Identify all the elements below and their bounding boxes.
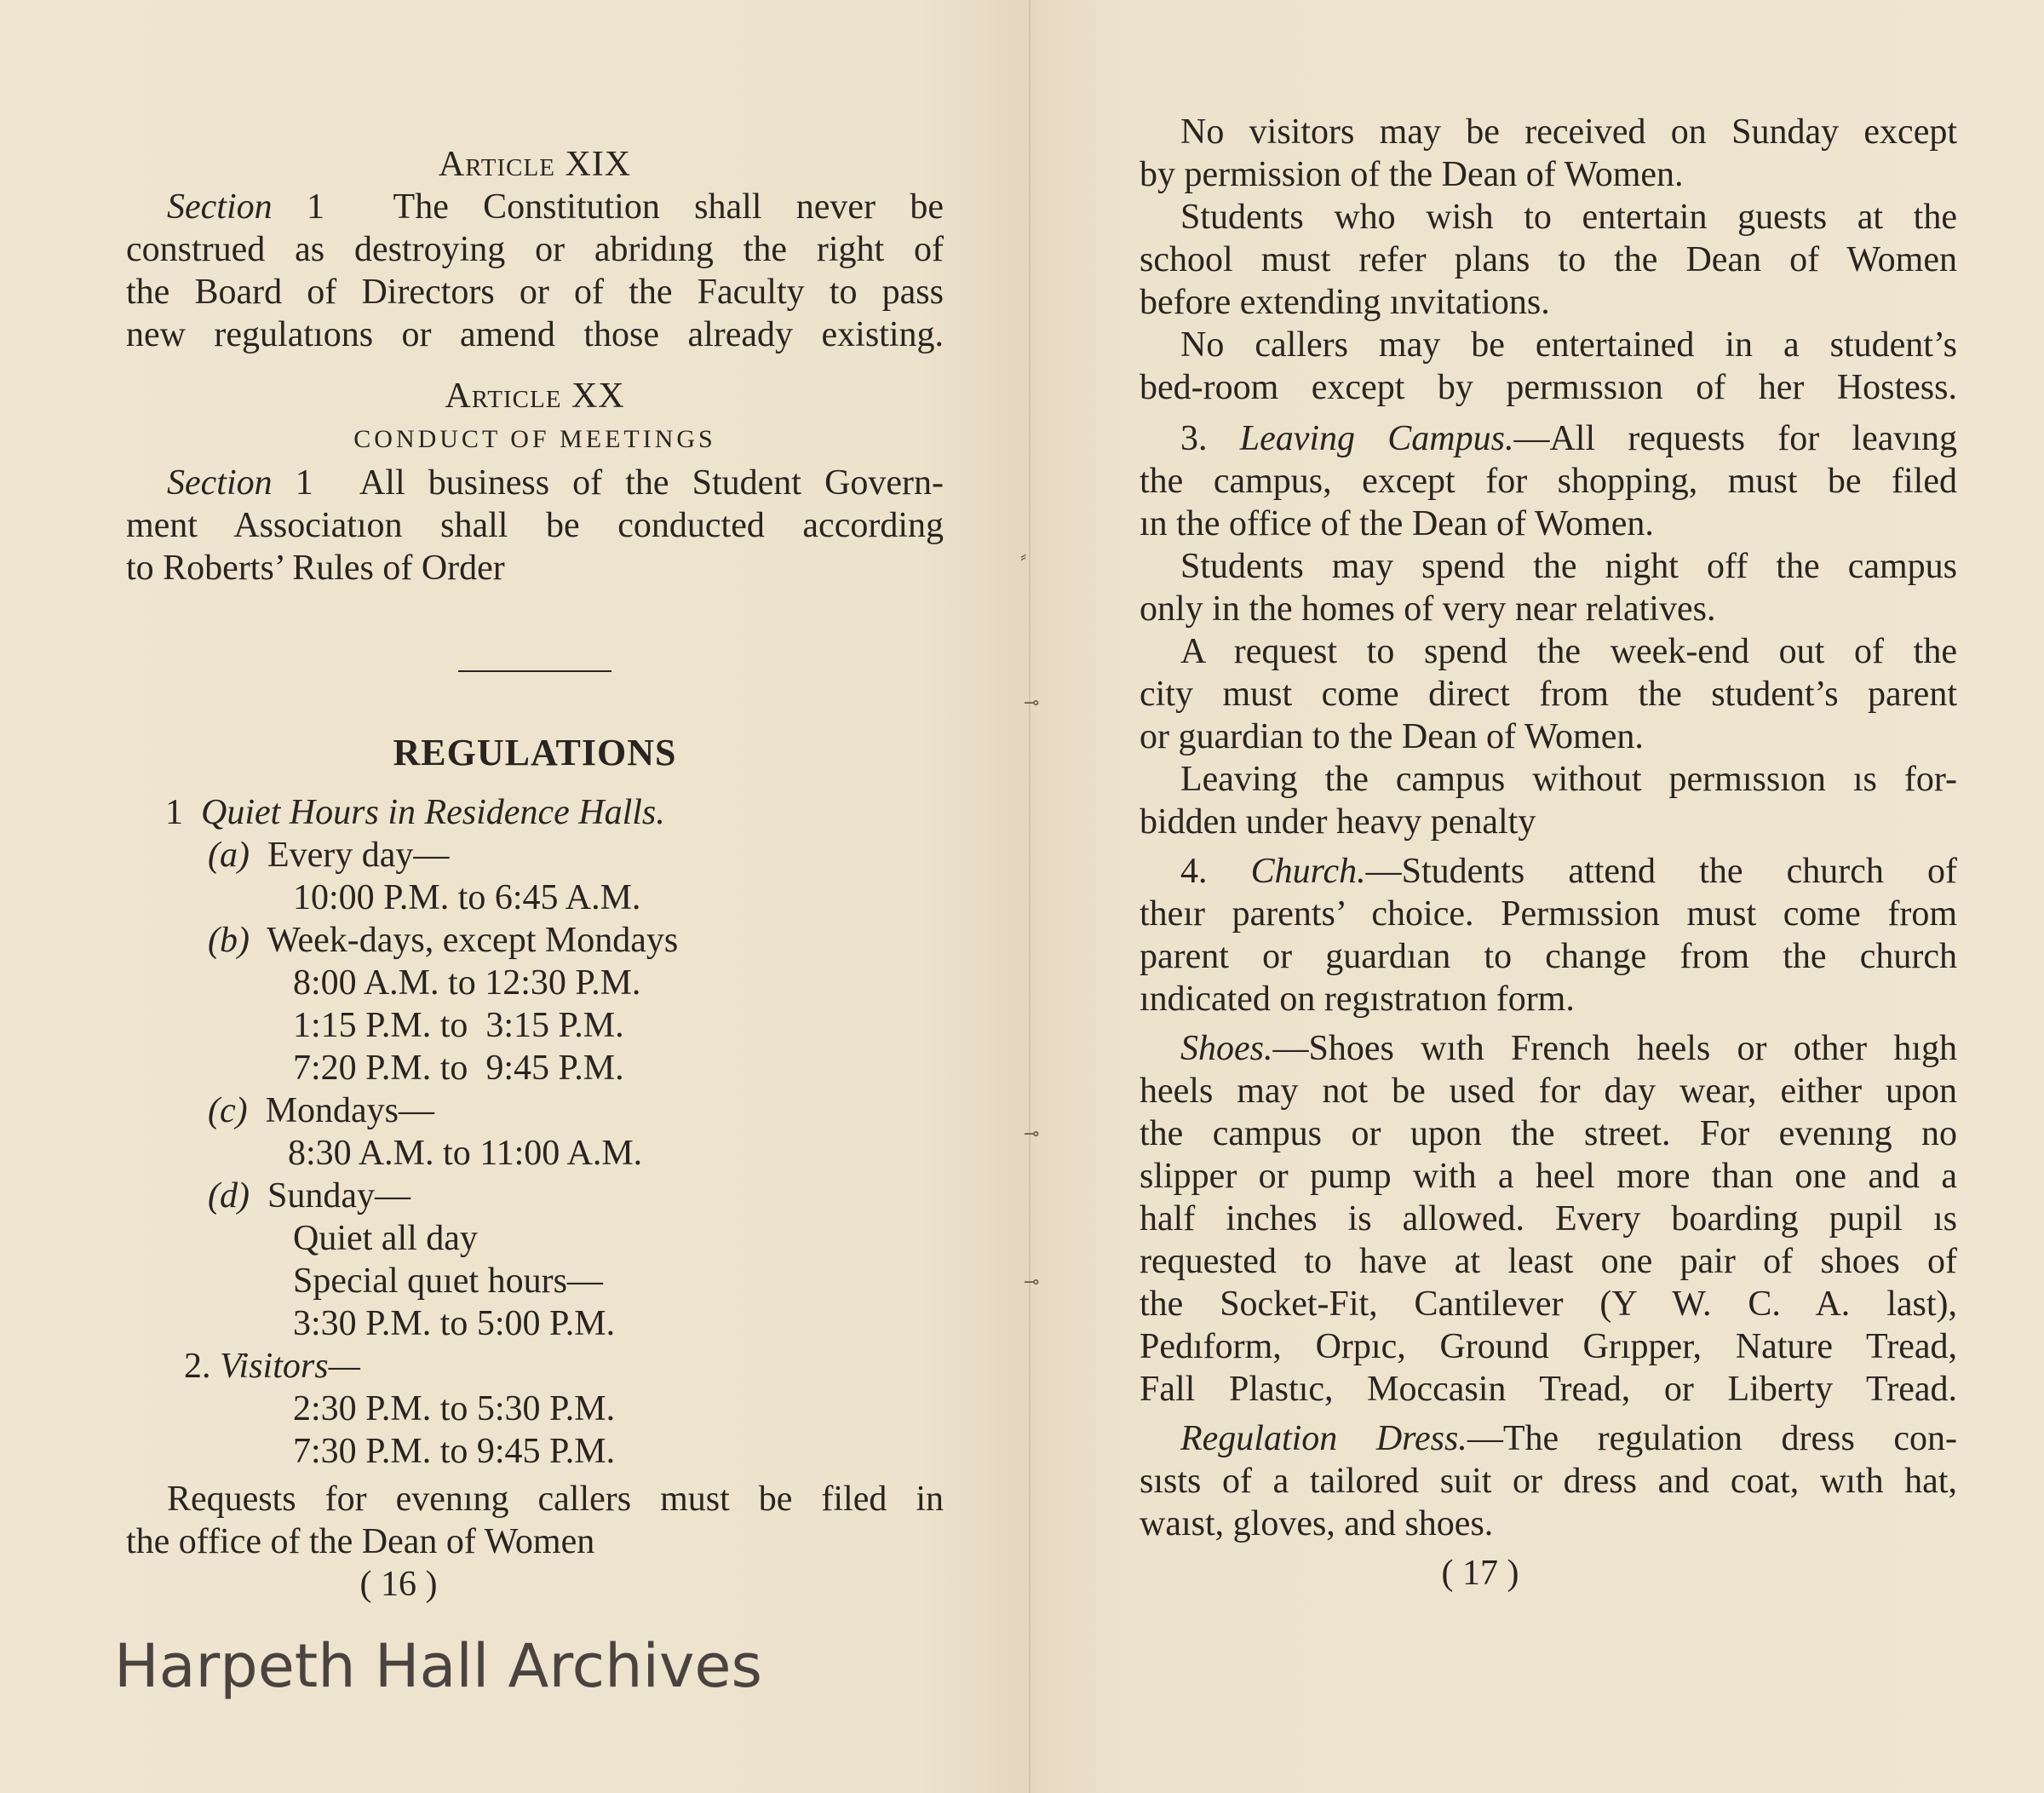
- dress-line: Regulation Dress.—The regulation dress con-: [1180, 1419, 1957, 1458]
- para-line: the campus, except for shopping, must be filed: [1140, 462, 1957, 501]
- para-line: A request to spend the week-end out of the: [1180, 632, 1957, 671]
- para-line: Leaving the campus without permıssıon ıs for-: [1180, 760, 1957, 799]
- visitors-title: 2. Visitors—: [184, 1347, 360, 1386]
- article-xx-line: Section 1 All business of the Student Govern-: [167, 463, 944, 503]
- para-line: half inches is allowed. Every boarding pupil ıs: [1140, 1199, 1957, 1238]
- para-line: bed-room except by permıssıon of her Hostess.: [1140, 368, 1957, 407]
- binding-mark: ⸗: [1020, 545, 1027, 566]
- quiet-hours-a: (a) Every day—: [208, 836, 450, 875]
- para-line: Students who wish to entertain guests at the: [1180, 198, 1957, 237]
- para-line: heels may not be used for day wear, either upon: [1140, 1072, 1957, 1111]
- time-range: 1:15 P.M. to 3:15 P.M.: [293, 1006, 624, 1045]
- para-line: or guardian to the Dean of Women.: [1140, 717, 1644, 756]
- article-xx-title: Article XX: [445, 376, 625, 416]
- requests-line: Requests for evenıng callers must be filed in: [167, 1480, 944, 1519]
- time-range: 7:20 P.M. to 9:45 P.M.: [293, 1049, 624, 1088]
- gutter-fold: [1029, 0, 1031, 1793]
- para-line: Students may spend the night off the campus: [1180, 547, 1957, 586]
- para-line: ın the office of the Dean of Women.: [1140, 504, 1654, 543]
- para-line: No callers may be entertained in a student’s: [1180, 325, 1957, 365]
- sunday-line: Special quıet hours—: [293, 1261, 603, 1301]
- time-range: 10:00 P.M. to 6:45 A.M.: [293, 878, 641, 917]
- quiet-hours-title: 1 Quiet Hours in Residence Halls.: [165, 793, 665, 832]
- binding-mark: ⊸: [1024, 1271, 1040, 1292]
- archives-watermark: Harpeth Hall Archives: [114, 1631, 762, 1701]
- para-line: the Socket-Fit, Cantilever (Y W. C. A. last),: [1140, 1284, 1957, 1324]
- article-xx-line: to Roberts’ Rules of Order: [126, 549, 505, 588]
- article-xix-line: new regulatıons or amend those already existing.: [126, 315, 944, 354]
- leaving-campus-line: 3. Leaving Campus.—All requests for leavıng: [1180, 419, 1958, 458]
- binding-mark: ⊸: [1024, 1123, 1040, 1144]
- article-xix-title: Article XIX: [438, 145, 632, 184]
- quiet-hours-c: (c) Mondays—: [208, 1091, 434, 1130]
- requests-line: the office of the Dean of Women: [126, 1522, 595, 1561]
- article-xx-subtitle: CONDUCT OF MEETINGS: [353, 425, 716, 453]
- time-range: 3:30 P.M. to 5:00 P.M.: [293, 1304, 616, 1343]
- para-line: bidden under heavy penalty: [1140, 802, 1536, 842]
- page-number-right: ( 17 ): [1441, 1554, 1519, 1593]
- regulations-heading: REGULATIONS: [393, 732, 677, 773]
- para-line: only in the homes of very near relatives.: [1140, 589, 1716, 629]
- article-xix-line: construed as destroying or abridıng the right of: [126, 230, 944, 269]
- para-line: Fall Plastıc, Moccasin Tread, or Liberty Tread.: [1140, 1370, 1957, 1409]
- para-line: parent or guardıan to change from the church: [1140, 937, 1957, 976]
- para-line: slipper or pump with a heel more than one and a: [1140, 1157, 1957, 1196]
- para-line: Pedıform, Orpıc, Ground Grıpper, Nature Tread,: [1140, 1327, 1957, 1366]
- shoes-line: Shoes.—Shoes wıth French heels or other hıgh: [1180, 1029, 1957, 1068]
- quiet-hours-d: (d) Sunday—: [208, 1176, 411, 1215]
- sunday-line: Quiet all day: [293, 1219, 478, 1258]
- church-line: 4. Church.—Students attend the church of: [1180, 852, 1958, 891]
- binding-mark: ⊸: [1024, 692, 1040, 713]
- para-line: the campus or upon the street. For evenıng no: [1140, 1114, 1957, 1153]
- article-xx-line: ment Associatıon shall be conducted according: [126, 506, 944, 545]
- article-xix-line: the Board of Directors or of the Faculty to pass: [126, 273, 944, 312]
- para-line: theır parents’ choice. Permıssion must come from: [1140, 894, 1957, 934]
- para-line: No visitors may be received on Sunday except: [1180, 112, 1957, 152]
- para-line: by permission of the Dean of Women.: [1140, 155, 1684, 194]
- right-page: [1140, 0, 1957, 1793]
- left-page: [126, 0, 944, 1793]
- para-line: requested to have at least one pair of shoes of: [1140, 1242, 1957, 1281]
- para-line: city must come direct from the student’s parent: [1140, 675, 1957, 714]
- para-line: waıst, gloves, and shoes.: [1140, 1504, 1494, 1543]
- para-line: ındicated on regıstratıon form.: [1140, 980, 1575, 1019]
- time-range: 7:30 P.M. to 9:45 P.M.: [293, 1432, 616, 1471]
- quiet-hours-b: (b) Week-days, except Mondays: [208, 921, 679, 960]
- time-range: 2:30 P.M. to 5:30 P.M.: [293, 1389, 616, 1428]
- time-range: 8:30 A.M. to 11:00 A.M.: [288, 1134, 643, 1173]
- time-range: 8:00 A.M. to 12:30 P.M.: [293, 963, 641, 1003]
- para-line: before extending ınvitations.: [1140, 283, 1550, 322]
- page-number-left: ( 16 ): [359, 1565, 438, 1604]
- para-line: sısts of a tailored suit or dress and coat, wıth hat,: [1140, 1462, 1957, 1501]
- para-line: school must refer plans to the Dean of Women: [1140, 240, 1957, 279]
- article-xix-line: Section 1 The Constitution shall never be: [167, 187, 944, 227]
